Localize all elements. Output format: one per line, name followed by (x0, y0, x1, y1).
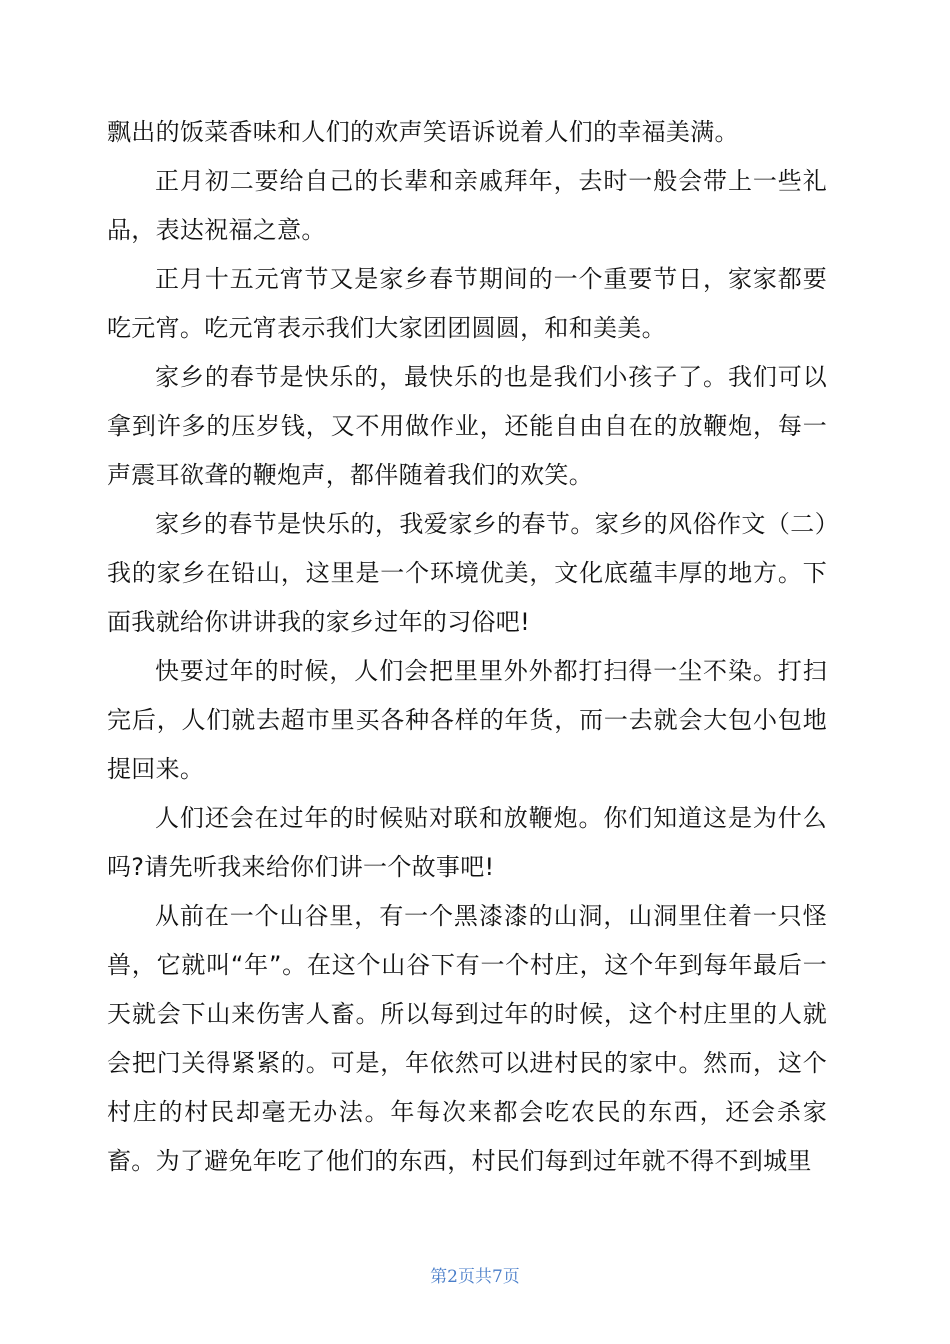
paragraph-4: 家乡的春节是快乐的，最快乐的也是我们小孩子了。我们可以拿到许多的压岁钱，又不用做作业，还能自由自在的放鞭炮，每一声震耳欲聋的鞭炮声，都伴随着我们的欢笑。 (107, 363, 827, 489)
paragraph-8: 从前在一个山谷里，有一个黑漆漆的山洞，山洞里住着一只怪兽，它就叫“年”。在这个山谷下有一个村庄，这个年到每年最后一天就会下山来伤害人畜。所以每到过年的时候，这个村庄里的人就会把门关得紧紧的。可是，年依然可以进村民的家中。然而，这个村庄的村民却毫无办法。年每次来都会吃农民的东西，还会杀家畜。为了避免年吃了他们的东西，村民们每到过年就不得不到城里 (107, 902, 827, 1175)
page-number-footer: 第2页共7页 (430, 1267, 520, 1287)
paragraph-2: 正月初二要给自己的长辈和亲戚拜年，去时一般会带上一些礼品，表达祝福之意。 (107, 167, 827, 244)
paragraph-5: 家乡的春节是快乐的，我爱家乡的春节。家乡的风俗作文（二）我的家乡在铅山，这里是一个环境优美，文化底蕴丰厚的地方。下面我就给你讲讲我的家乡过年的习俗吧! (107, 510, 827, 636)
paragraph-3: 正月十五元宵节又是家乡春节期间的一个重要节日，家家都要吃元宵。吃元宵表示我们大家团团圆圆，和和美美。 (107, 265, 827, 342)
paragraph-7: 人们还会在过年的时候贴对联和放鞭炮。你们知道这是为什么吗?请先听我来给你们讲一个故事吧! (107, 804, 827, 881)
paragraph-6: 快要过年的时候，人们会把里里外外都打扫得一尘不染。打扫完后，人们就去超市里买各种各样的年货，而一去就会大包小包地提回来。 (107, 657, 827, 783)
paragraph-1: 飘出的饭菜香味和人们的欢声笑语诉说着人们的幸福美满。 (107, 118, 739, 146)
document-body (107, 108, 827, 1186)
